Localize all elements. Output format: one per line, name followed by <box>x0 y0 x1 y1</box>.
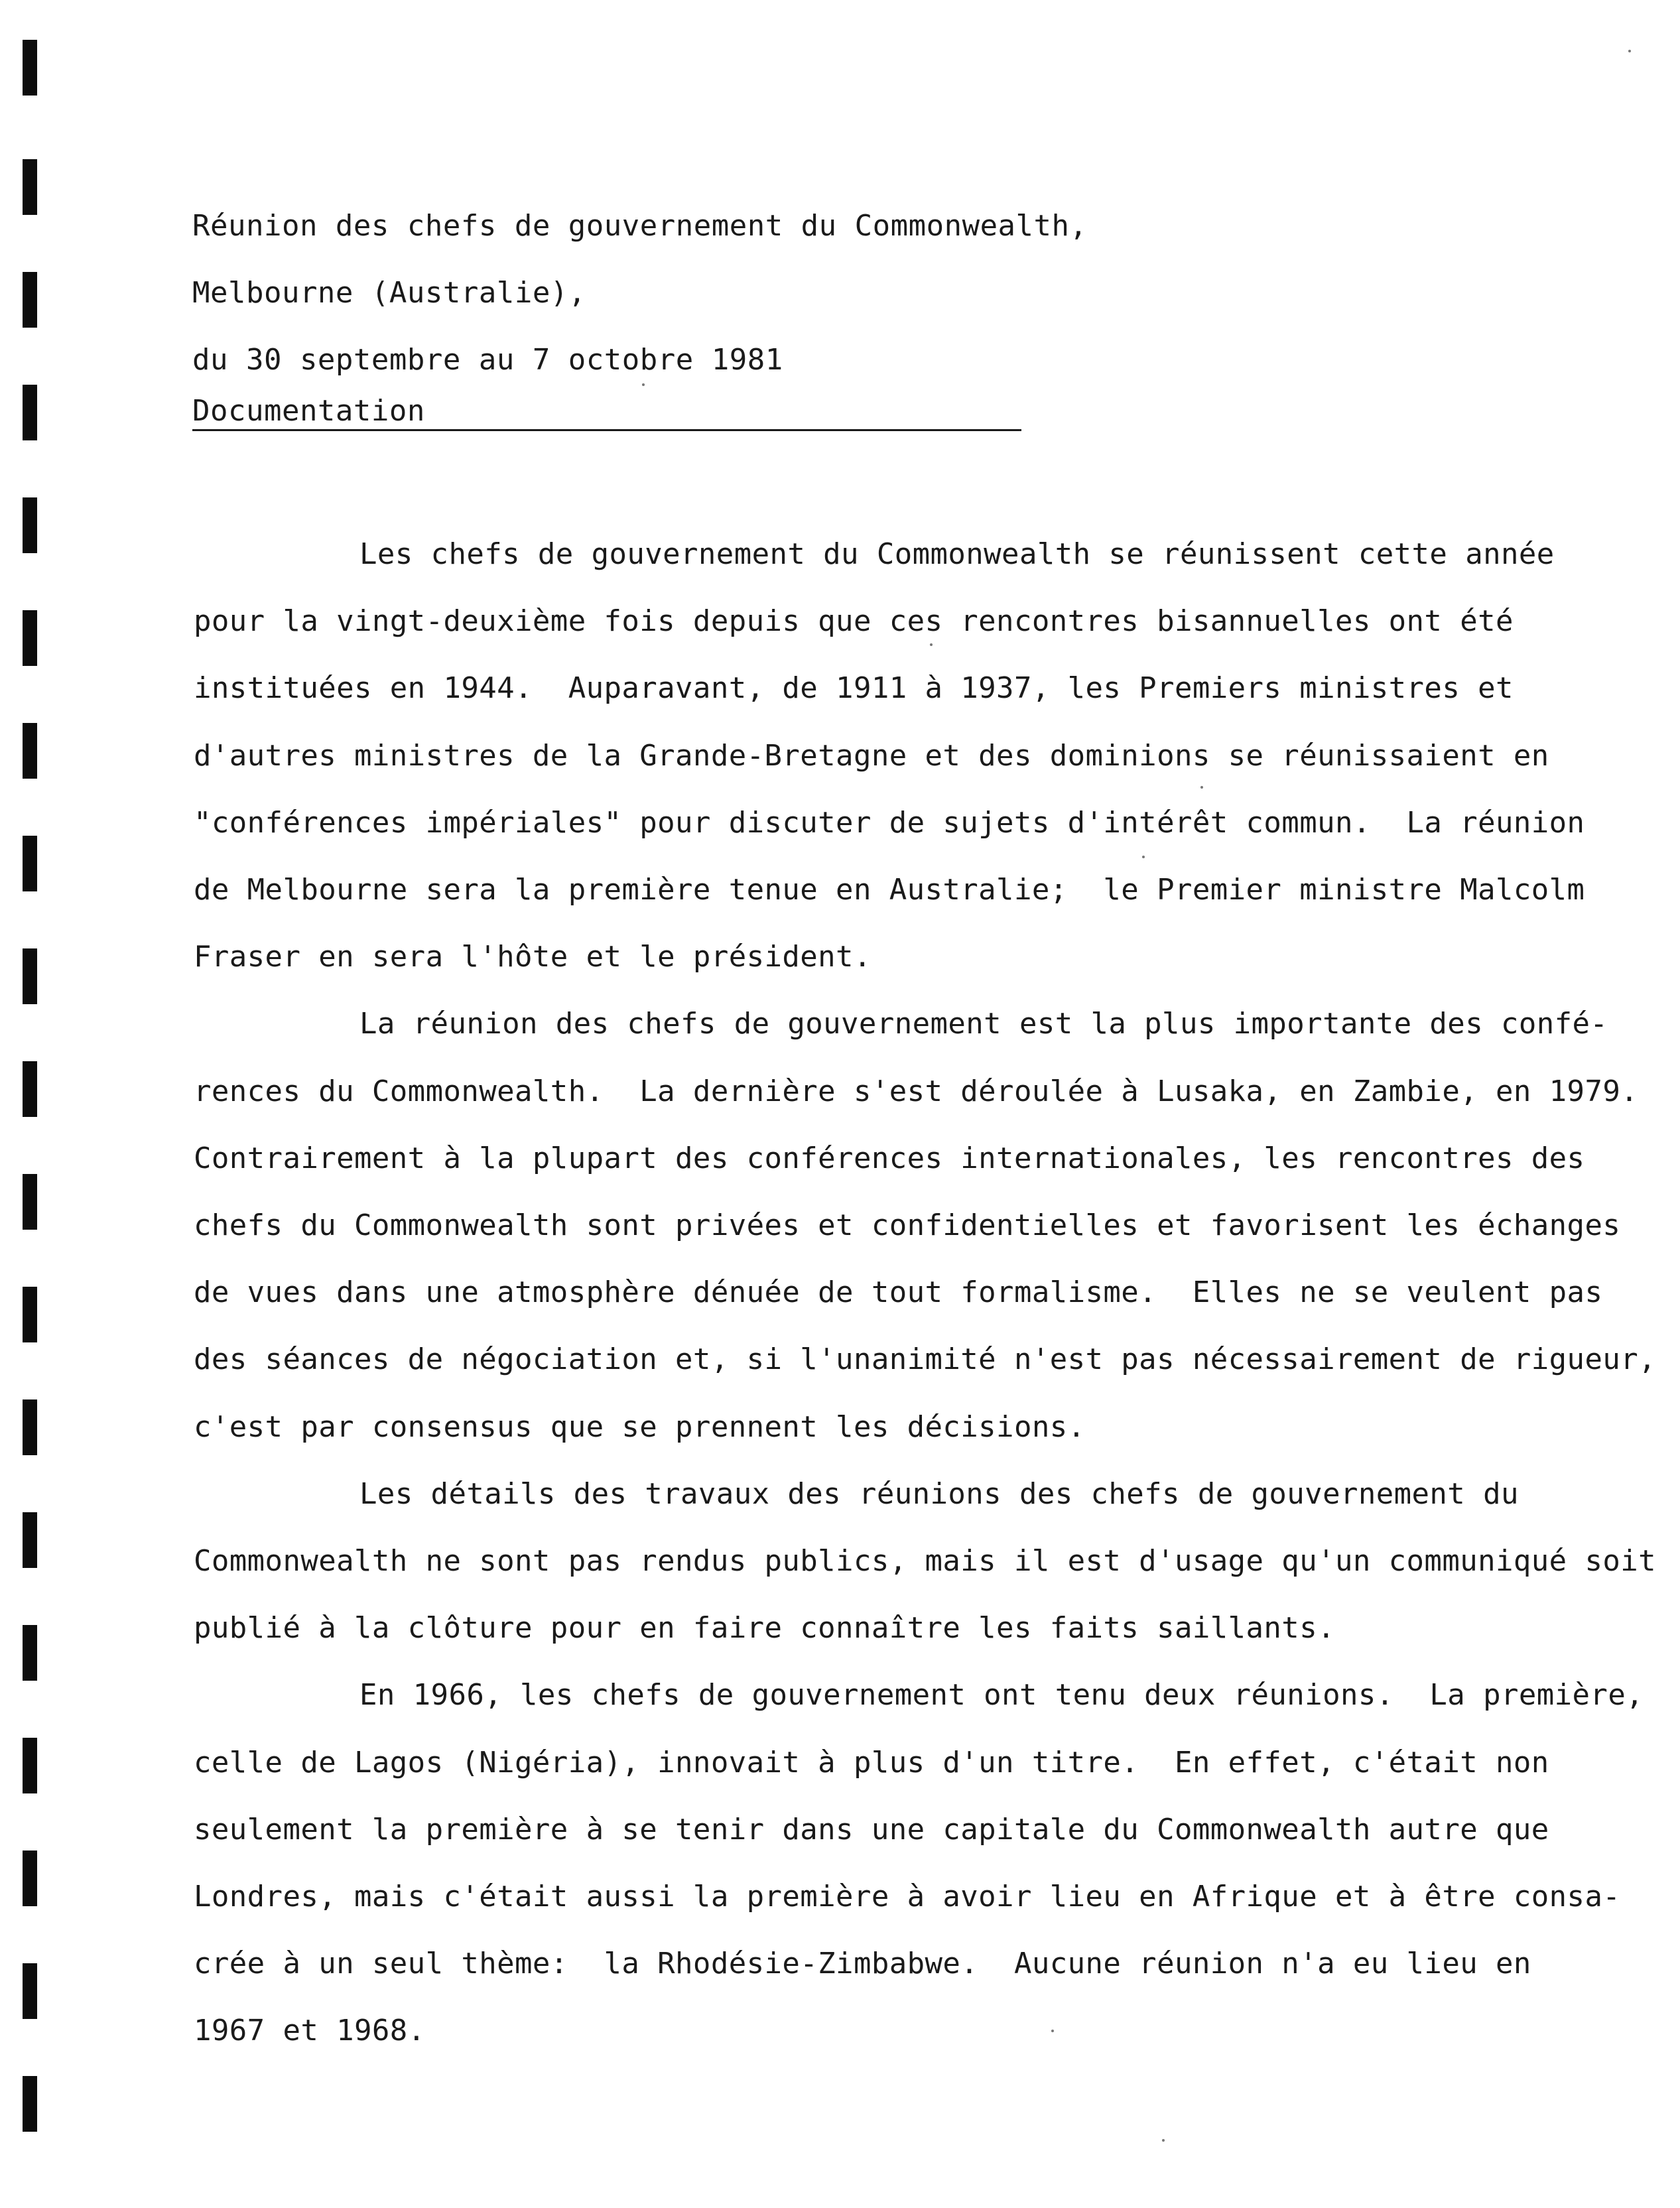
text-line: d'autres ministres de la Grande-Bretagne et des dominions se réunissaient en <box>194 738 1549 773</box>
text-line: chefs du Commonwealth sont privées et confidentielles et favorisent les échanges <box>194 1208 1621 1243</box>
text-line: Londres, mais c'était aussi la première à avoir lieu en Afrique et à être consa- <box>194 1880 1621 1914</box>
header-line: Réunion des chefs de gouvernement du Commonwealth, <box>192 209 1088 243</box>
text-line: crée à un seul thème: la Rhodésie-Zimbabwe. Aucune réunion n'a eu lieu en <box>194 1947 1531 1981</box>
binding-mark <box>23 1287 37 1342</box>
binding-mark <box>23 1851 37 1906</box>
text-line: "conférences impériales" pour discuter de sujets d'intérêt commun. La réunion <box>194 805 1585 840</box>
header-line: Melbourne (Australie), <box>192 276 586 310</box>
text-line: Contrairement à la plupart des conférences internationales, les rencontres des <box>194 1141 1585 1175</box>
text-line: Les détails des travaux des réunions des chefs de gouvernement du <box>359 1476 1519 1511</box>
binding-mark <box>23 497 37 553</box>
text-line: Commonwealth ne sont pas rendus publics, mais il est d'usage qu'un communiqué soit <box>194 1544 1656 1579</box>
binding-mark <box>23 385 37 440</box>
scan-speck <box>1200 786 1203 789</box>
header-line: du 30 septembre au 7 octobre 1981 <box>192 343 783 377</box>
binding-mark <box>23 40 37 96</box>
binding-mark <box>23 1512 37 1568</box>
binding-mark <box>23 1738 37 1793</box>
text-line: celle de Lagos (Nigéria), innovait à plus d'un titre. En effet, c'était non <box>194 1745 1549 1780</box>
section-label: Documentation <box>192 393 1021 431</box>
document-body <box>194 521 1656 2065</box>
text-line: de Melbourne sera la première tenue en Australie; le Premier ministre Malcolm <box>194 873 1585 907</box>
scan-speck <box>1162 2139 1165 2142</box>
binding-mark <box>23 159 37 215</box>
binding-mark <box>23 1625 37 1681</box>
binding-mark <box>23 1399 37 1455</box>
text-line: des séances de négociation et, si l'unanimité n'est pas nécessairement de rigueur, <box>194 1342 1656 1377</box>
text-line: instituées en 1944. Auparavant, de 1911 à 1937, les Premiers ministres et <box>194 671 1514 706</box>
text-line: Fraser en sera l'hôte et le président. <box>194 940 872 974</box>
binding-mark <box>23 610 37 666</box>
binding-marks <box>23 0 38 2208</box>
scan-speck <box>930 643 933 646</box>
scan-speck <box>1628 50 1631 52</box>
scan-speck <box>642 383 645 386</box>
binding-mark <box>23 948 37 1004</box>
binding-mark <box>23 1963 37 2019</box>
text-line: seulement la première à se tenir dans une capitale du Commonwealth autre que <box>194 1812 1549 1847</box>
binding-mark <box>23 1061 37 1117</box>
scan-speck <box>1142 856 1145 858</box>
scan-speck <box>1051 2030 1054 2032</box>
document-header <box>192 192 1088 393</box>
text-line: 1967 et 1968. <box>194 2014 426 2048</box>
text-line: publié à la clôture pour en faire connaître les faits saillants. <box>194 1611 1335 1646</box>
binding-mark <box>23 723 37 779</box>
text-line: rences du Commonwealth. La dernière s'est déroulée à Lusaka, en Zambie, en 1979. <box>194 1074 1639 1108</box>
text-line: c'est par consensus que se prennent les décisions. <box>194 1409 1086 1444</box>
binding-mark <box>23 1174 37 1230</box>
binding-mark <box>23 272 37 328</box>
text-line: La réunion des chefs de gouvernement est la plus importante des confé- <box>359 1007 1608 1041</box>
binding-mark <box>23 2076 37 2132</box>
text-line: Les chefs de gouvernement du Commonwealth se réunissent cette année <box>359 537 1555 571</box>
text-line: pour la vingt-deuxième fois depuis que ces rencontres bisannuelles ont été <box>194 604 1514 639</box>
text-line: de vues dans une atmosphère dénuée de tout formalisme. Elles ne se veulent pas <box>194 1275 1603 1310</box>
binding-mark <box>23 836 37 891</box>
text-line: En 1966, les chefs de gouvernement ont tenu deux réunions. La première, <box>359 1678 1644 1713</box>
